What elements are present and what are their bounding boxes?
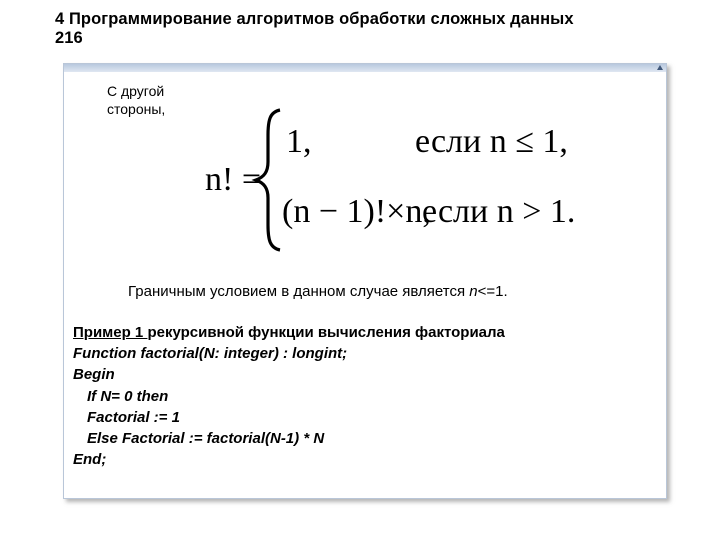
intro-text (107, 82, 165, 118)
slide-title-line-2: 216 (55, 29, 83, 47)
example-heading (73, 322, 505, 343)
code-line: Begin (73, 366, 115, 384)
factorial-formula (200, 100, 580, 260)
example-title: рекурсивной функции вычисления факториала (147, 324, 505, 341)
code-line: Else Factorial := factorial(N-1) * N (87, 430, 325, 448)
formula-case2-value: (n − 1)!×n, (282, 193, 431, 230)
boundary-condition-text (128, 283, 508, 301)
code-example (73, 322, 505, 470)
code-line: End; (73, 451, 107, 469)
formula-lhs: n! = (205, 161, 261, 198)
formula-case1-condition: если n ≤ 1, (415, 123, 568, 160)
formula-case2-condition: если n > 1. (422, 193, 576, 230)
formula-brace-icon (256, 110, 280, 250)
formula-case1-value: 1, (286, 123, 312, 160)
code-line: If N= 0 then (87, 387, 169, 405)
intro-line-2: стороны, (107, 101, 166, 117)
scroll-up-arrow-icon[interactable] (657, 65, 663, 70)
slide-title (55, 10, 574, 48)
intro-line-1: С другой (107, 83, 165, 99)
code-line: Factorial := 1 (87, 408, 180, 426)
example-label: Пример 1 (73, 324, 148, 341)
boundary-variable: n (469, 283, 478, 300)
slide-title-line-1: 4 Программирование алгоритмов обработки сложных данных (55, 10, 574, 28)
boundary-suffix: <=1. (477, 283, 508, 300)
panel-title-bar (64, 64, 666, 72)
code-line: Function factorial(N: integer) : longint; (73, 345, 348, 363)
boundary-prefix: Граничным условием в данном случае является (128, 283, 470, 300)
